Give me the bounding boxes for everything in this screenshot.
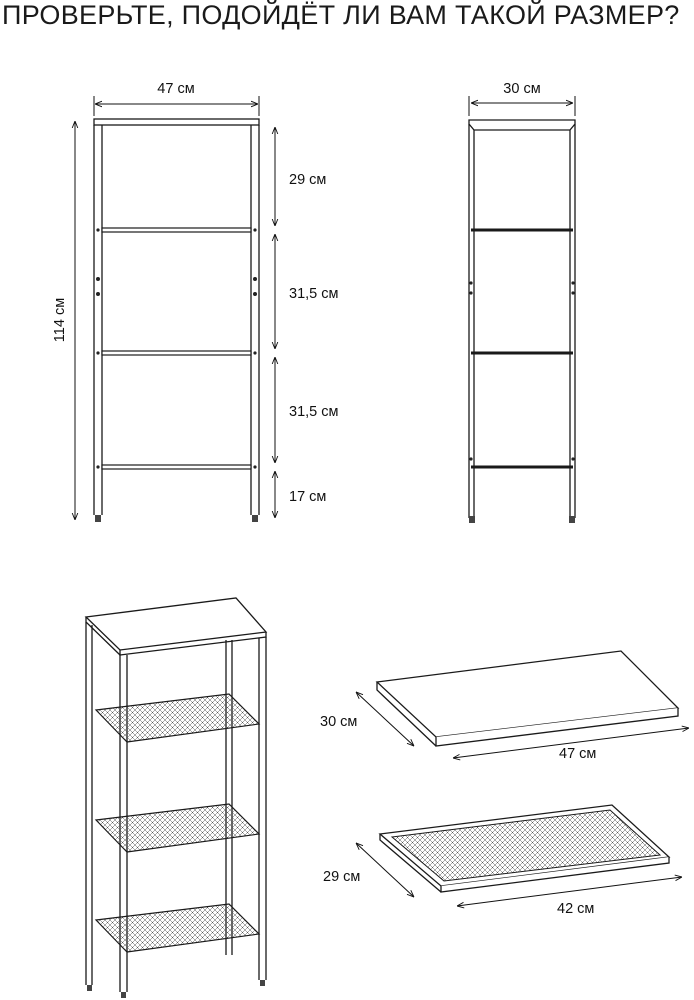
side-right-foot xyxy=(569,516,575,523)
side-top-board xyxy=(469,120,575,130)
front-width-label: 47 см xyxy=(157,81,195,97)
side-left-foot xyxy=(469,516,475,523)
front-shelf-3 xyxy=(102,465,251,469)
perspective-top xyxy=(86,598,266,650)
mesh-shelf-grid xyxy=(392,810,660,881)
gap-label-4: 17 см xyxy=(289,489,327,505)
gap-label-2: 31,5 см xyxy=(289,286,339,302)
side-depth-label: 30 см xyxy=(503,81,541,97)
front-shelf-1 xyxy=(102,228,251,232)
page-title: ПРОВЕРЬТЕ, ПОДОЙДЁТ ЛИ ВАМ ТАКОЙ РАЗМЕР? xyxy=(2,0,680,30)
top-panel-depth-label: 30 см xyxy=(320,714,358,730)
gap-label-1: 29 см xyxy=(289,172,327,188)
mesh-shelf-view xyxy=(323,805,682,917)
mesh-shelf-depth-label: 29 см xyxy=(323,869,361,885)
gap-label-3: 31,5 см xyxy=(289,404,339,420)
top-panel-width-label: 47 см xyxy=(559,746,597,762)
front-height-label: 114 см xyxy=(52,297,68,343)
top-panel-view xyxy=(320,651,689,762)
front-shelf-2 xyxy=(102,351,251,355)
front-connector-dots xyxy=(96,228,257,468)
mesh-shelf-width-label: 42 см xyxy=(557,901,595,917)
side-connector-dots xyxy=(469,281,574,460)
front-view xyxy=(52,81,338,522)
front-left-foot xyxy=(95,515,101,522)
front-right-foot xyxy=(252,515,258,522)
front-top-board xyxy=(94,119,259,125)
side-view xyxy=(469,81,575,523)
perspective-view xyxy=(86,598,266,998)
top-panel-surface xyxy=(377,651,678,737)
